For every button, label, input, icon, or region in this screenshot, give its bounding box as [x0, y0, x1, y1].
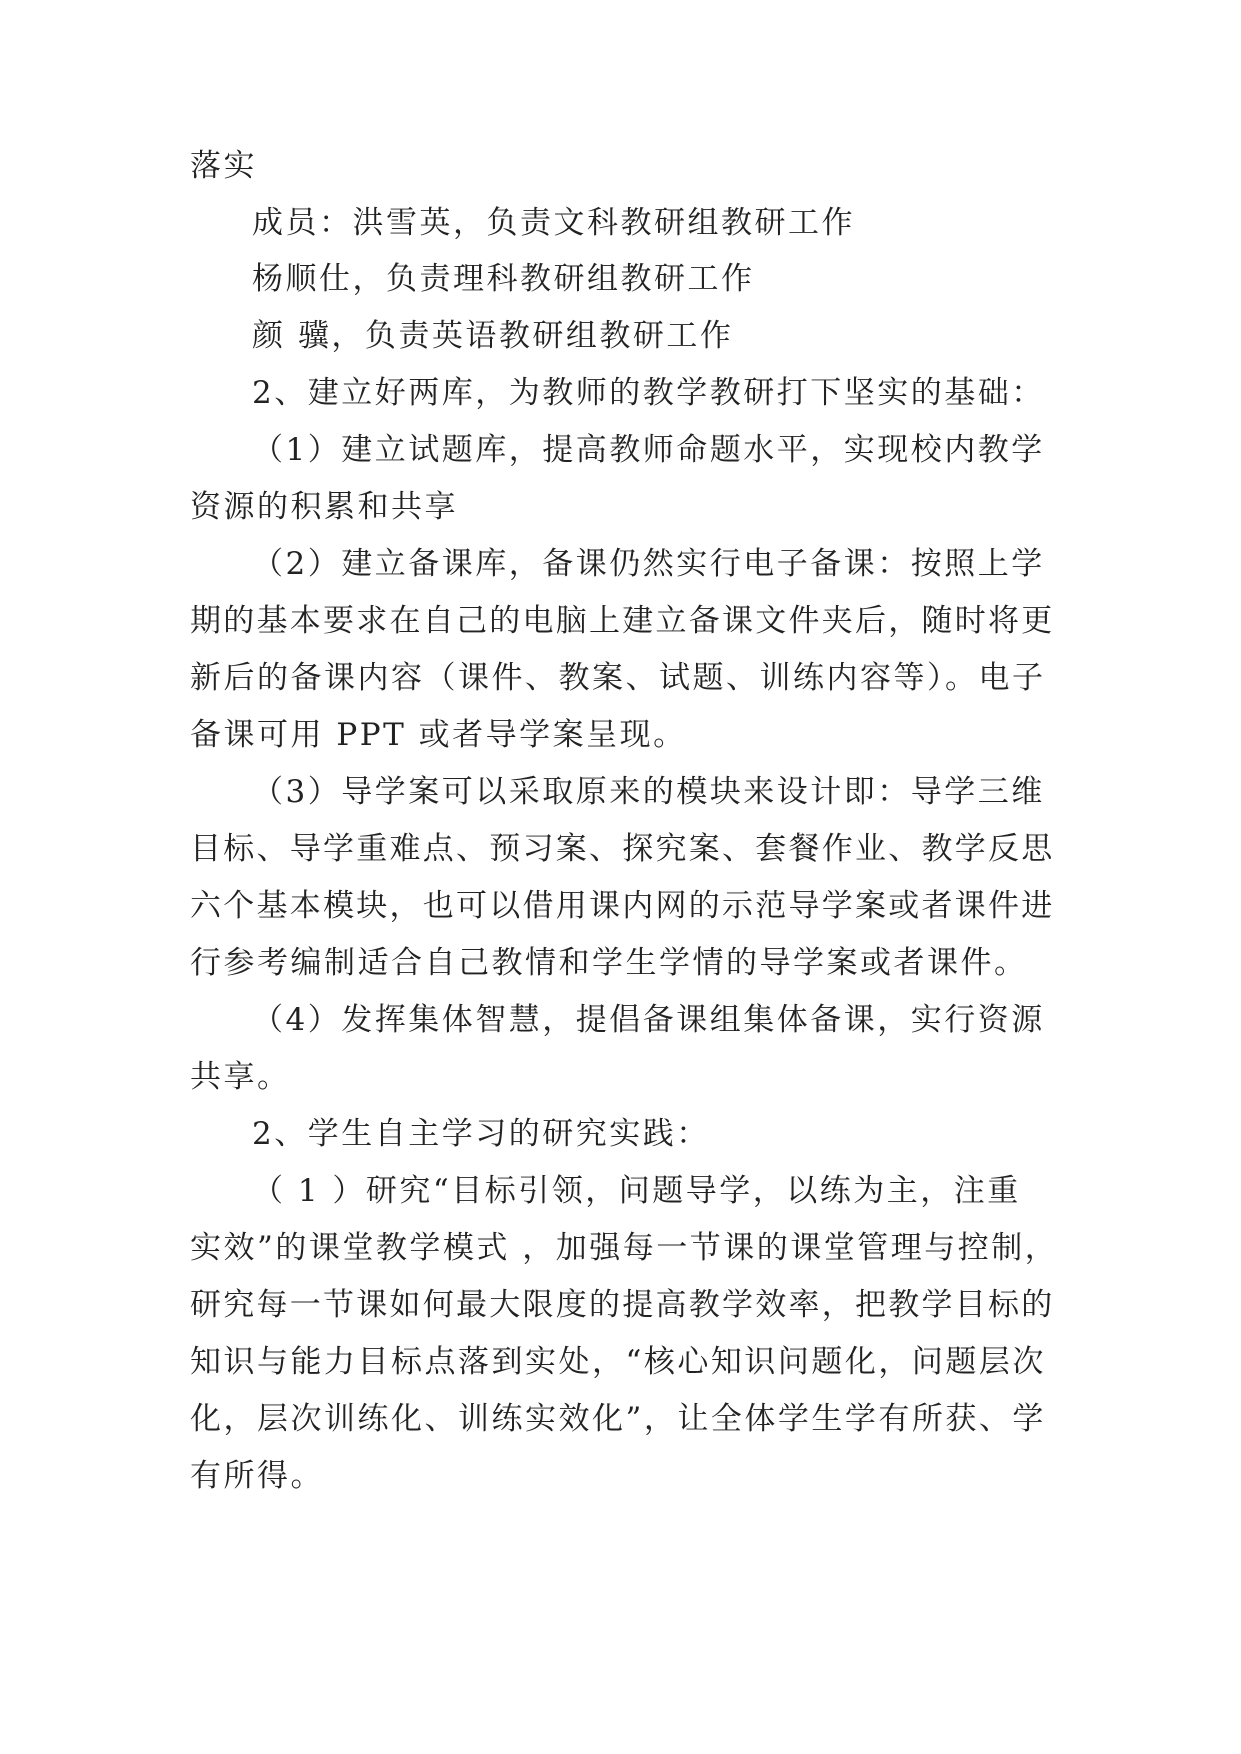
text-line: 颜 骥，负责英语教研组教研工作: [252, 318, 734, 354]
text-line: 实效”的课堂教学模式 ，加强每一节课的课堂管理与控制，: [190, 1230, 1059, 1266]
text-line: 目标、导学重难点、预习案、探究案、套餐作业、教学反思: [190, 831, 1055, 867]
text-line: 成员：洪雪英，负责文科教研组教研工作: [252, 205, 855, 241]
text-line: 新后的备课内容（课件、教案、试题、训练内容等）。电子: [190, 660, 1046, 696]
text-line: （4）发挥集体智慧，提倡备课组集体备课，实行资源: [252, 1002, 1045, 1038]
text-line: 研究每一节课如何最大限度的提高教学效率，把教学目标的: [190, 1287, 1055, 1323]
text-line: 2、建立好两库，为教师的教学教研打下坚实的基础：: [252, 375, 1045, 411]
text-line: （ 1 ）研究“目标引领，问题导学，以练为主，注重: [252, 1173, 1021, 1209]
text-line: （3）导学案可以采取原来的模块来设计即：导学三维: [252, 774, 1045, 810]
text-line: 备课可用 PPT 或者导学案呈现。: [190, 717, 687, 753]
text-line: 期的基本要求在自己的电脑上建立备课文件夹后，随时将更: [190, 603, 1055, 639]
text-line: 共享。: [190, 1059, 291, 1095]
text-line: 有所得。: [190, 1458, 324, 1494]
text-line: 落实: [190, 148, 257, 184]
text-line: 化，层次训练化、训练实效化”，让全体学生学有所获、学: [190, 1401, 1046, 1437]
text-line: （1）建立试题库，提高教师命题水平，实现校内教学: [252, 432, 1045, 468]
text-line: 杨顺仕，负责理科教研组教研工作: [252, 261, 755, 297]
text-line: 资源的积累和共享: [190, 489, 458, 525]
text-line: 行参考编制适合自己教情和学生学情的导学案或者课件。: [190, 945, 1028, 981]
text-line: 知识与能力目标点落到实处，“核心知识问题化，问题层次: [190, 1344, 1046, 1380]
text-line: （2）建立备课库，备课仍然实行电子备课：按照上学: [252, 546, 1045, 582]
text-line: 2、学生自主学习的研究实践：: [252, 1116, 710, 1152]
text-line: 六个基本模块，也可以借用课内网的示范导学案或者课件进: [190, 888, 1055, 924]
